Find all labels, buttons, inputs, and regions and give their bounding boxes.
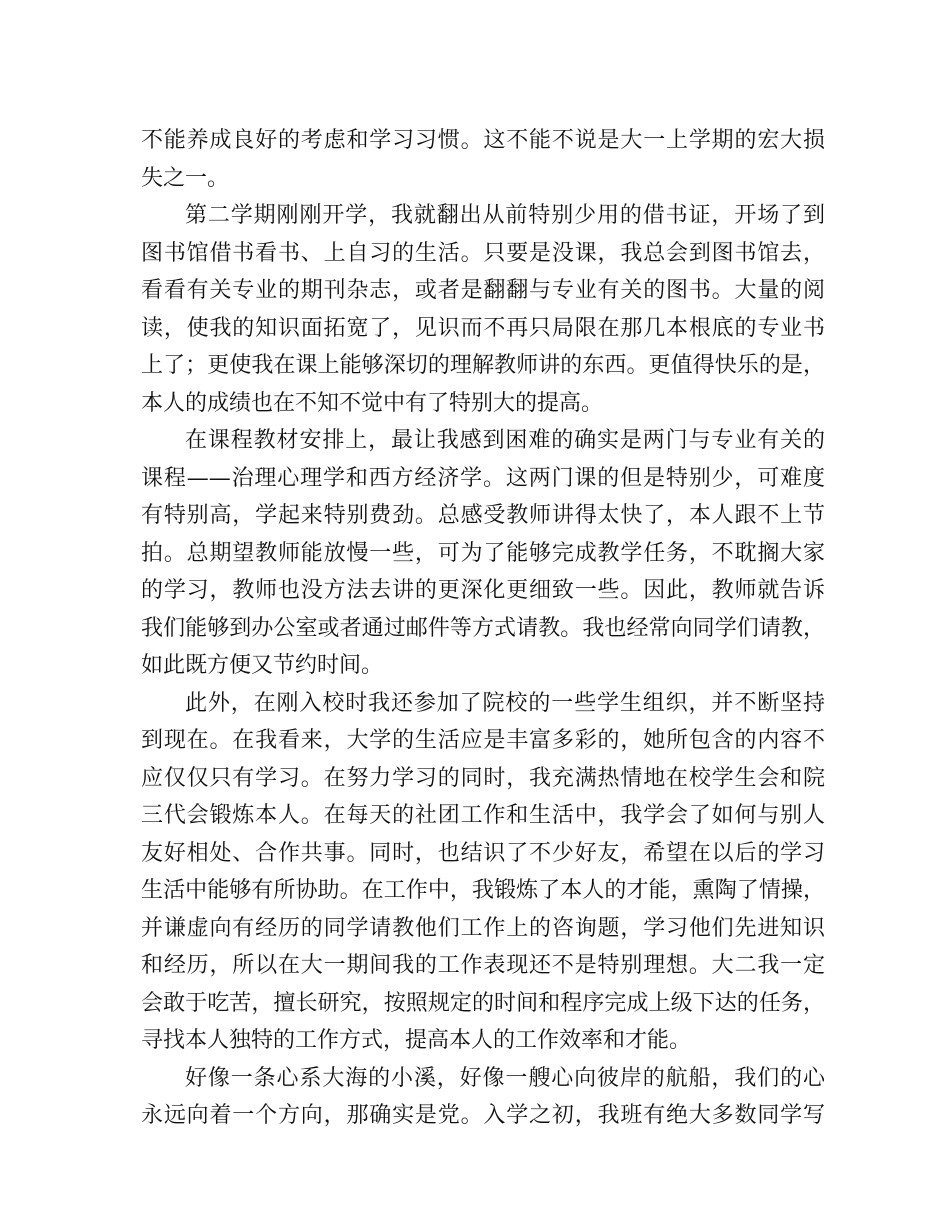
text-line: 上了；更使我在课上能够深切的理解教师讲的东西。更值得快乐的是，: [141, 353, 825, 378]
text-line: 好像一条心系大海的小溪，好像一艘心向彼岸的航船，我们的心: [185, 1065, 825, 1091]
text-line: 友好相处、合作共事。同时，也结识了不少好友，希望在以后的学习: [141, 840, 825, 866]
text-line: 和经历，所以在大一期间我的工作表现还不是特别理想。大二我一定: [141, 953, 825, 978]
text-line: 失之一。: [141, 165, 230, 191]
text-line: 并谦虚向有经历的同学请教他们工作上的咨询题，学习他们先进知识: [141, 915, 825, 941]
text-line: 我们能够到办公室或者通过邮件等方式请教。我也经常向同学们请教，: [141, 615, 825, 641]
text-line: 第二学期刚刚开学，我就翻出从前特别少用的借书证，开场了到: [185, 203, 825, 228]
text-line: 读，使我的知识面拓宽了，见识而不再只局限在那几本根底的专业书: [141, 315, 825, 341]
text-line: 应仅仅只有学习。在努力学习的同时，我充满热情地在校学生会和院: [141, 765, 825, 791]
text-line: 不能养成良好的考虑和学习习惯。这不能不说是大一上学期的宏大损: [141, 128, 825, 153]
text-line: 到现在。在我看来，大学的生活应是丰富多彩的，她所包含的内容不: [141, 728, 825, 753]
text-line: 在课程教材安排上，最让我感到困难的确实是两门与专业有关的: [185, 428, 825, 453]
text-line: 三代会锻炼本人。在每天的社团工作和生活中，我学会了如何与别人: [141, 803, 825, 828]
text-line: 此外，在刚入校时我还参加了院校的一些学生组织，并不断坚持: [185, 690, 825, 716]
text-line: 会敢于吃苦，擅长研究，按照规定的时间和程序完成上级下达的任务，: [141, 990, 825, 1016]
text-line: 看看有关专业的期刊杂志，或者是翻翻与专业有关的图书。大量的阅: [141, 278, 825, 303]
text-line: 的学习，教师也没方法去讲的更深化更细致一些。因此，教师就告诉: [141, 578, 825, 603]
text-line: 永远向着一个方向，那确实是党。入学之初，我班有绝大多数同学写: [141, 1103, 825, 1128]
text-line: 有特别高，学起来特别费劲。总感受教师讲得太快了，本人跟不上节: [141, 503, 825, 528]
text-line: 如此既方便又节约时间。: [141, 653, 384, 678]
text-line: 寻找本人独特的工作方式，提高本人的工作效率和才能。: [141, 1028, 692, 1053]
text-line: 本人的成绩也在不知不觉中有了特别大的提高。: [141, 390, 604, 416]
text-line: 拍。总期望教师能放慢一些，可为了能够完成教学任务，不耽搁大家: [141, 540, 825, 566]
text-line: 课程——治理心理学和西方经济学。这两门课的但是特别少，可难度: [141, 465, 825, 491]
text-line: 图书馆借书看书、上自习的生活。只要是没课，我总会到图书馆去，: [141, 240, 825, 266]
body-text: [141, 122, 825, 1135]
text-line: 生活中能够有所协助。在工作中，我锻炼了本人的才能，熏陶了情操，: [141, 878, 825, 903]
